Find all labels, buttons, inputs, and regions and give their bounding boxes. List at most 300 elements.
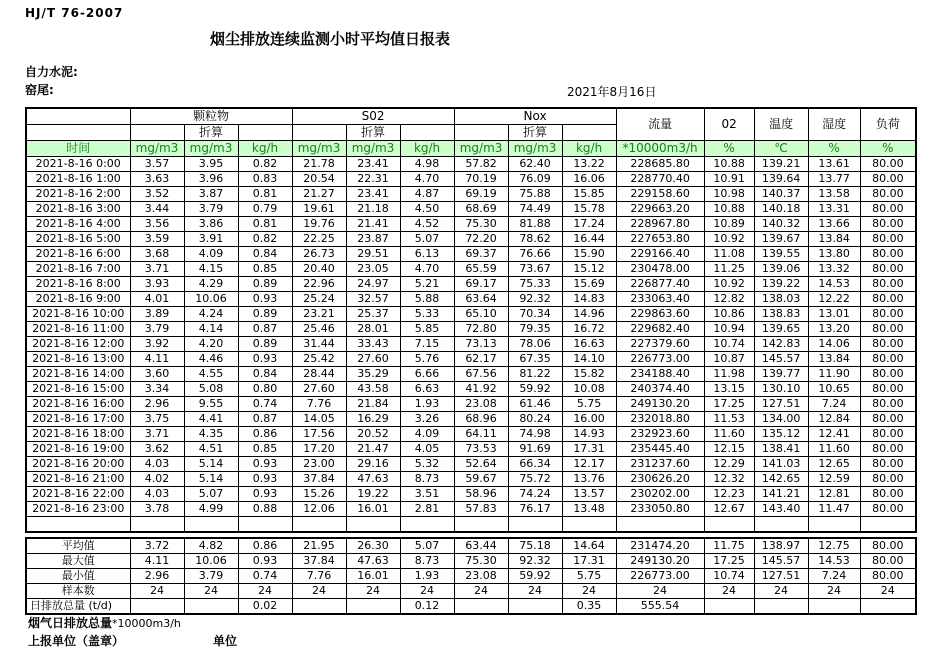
summary-value-cell: 17.31 (562, 554, 616, 569)
hour-row (26, 442, 916, 457)
summary-label: 样本数 (26, 584, 130, 599)
value-cell: 14.93 (562, 427, 616, 442)
value-cell: 13.80 (808, 247, 860, 262)
value-cell: 0.82 (238, 157, 292, 172)
summary-value-cell: 75.18 (508, 538, 562, 554)
value-cell: 227653.80 (616, 232, 704, 247)
summary-value-cell: 127.51 (754, 569, 808, 584)
value-cell: 139.22 (754, 277, 808, 292)
group-header-row (26, 108, 916, 125)
summary-value-cell: 4.11 (130, 554, 184, 569)
value-cell: 5.88 (400, 292, 454, 307)
value-cell: 23.05 (346, 262, 400, 277)
summary-value-cell: 92.32 (508, 554, 562, 569)
value-cell: 4.11 (130, 352, 184, 367)
value-cell: 0.89 (238, 337, 292, 352)
summary-value-cell: 11.75 (704, 538, 754, 554)
summary-value-cell: 80.00 (860, 554, 916, 569)
summary-value-cell: 80.00 (860, 538, 916, 554)
value-cell: 12.59 (808, 472, 860, 487)
empty-cell (130, 517, 184, 533)
empty-cell (616, 517, 704, 533)
value-cell: 80.24 (508, 412, 562, 427)
value-cell: 5.33 (400, 307, 454, 322)
corner-cell-2 (26, 125, 130, 141)
summary-value-cell (754, 599, 808, 615)
summary-value-cell: 24 (238, 584, 292, 599)
value-cell: 229158.60 (616, 187, 704, 202)
summary-label: 最大值 (26, 554, 130, 569)
time-cell: 2021-8-16 11:00 (26, 322, 130, 337)
summary-value-cell: 5.07 (400, 538, 454, 554)
hour-row (26, 202, 916, 217)
value-cell: 17.20 (292, 442, 346, 457)
value-cell: 227379.60 (616, 337, 704, 352)
empty-cell (400, 517, 454, 533)
value-cell: 12.06 (292, 502, 346, 517)
value-cell: 4.87 (400, 187, 454, 202)
value-cell: 230626.20 (616, 472, 704, 487)
company-label: 自力水泥: (25, 65, 78, 79)
value-cell: 62.40 (508, 157, 562, 172)
value-cell: 139.64 (754, 172, 808, 187)
value-cell: 15.69 (562, 277, 616, 292)
value-cell: 12.15 (704, 442, 754, 457)
value-cell: 0.87 (238, 412, 292, 427)
value-cell: 10.87 (704, 352, 754, 367)
page-title: 烟尘排放连续监测小时平均值日报表 (209, 30, 450, 48)
value-cell: 12.22 (808, 292, 860, 307)
value-cell: 13.31 (808, 202, 860, 217)
hour-row (26, 322, 916, 337)
hour-row (26, 277, 916, 292)
summary-value-cell: 14.53 (808, 554, 860, 569)
time-cell: 2021-8-16 6:00 (26, 247, 130, 262)
value-cell: 233063.40 (616, 292, 704, 307)
value-cell: 16.00 (562, 412, 616, 427)
value-cell: 69.17 (454, 277, 508, 292)
value-cell: 12.17 (562, 457, 616, 472)
value-cell: 75.33 (508, 277, 562, 292)
value-cell: 80.00 (860, 397, 916, 412)
empty-cell (184, 517, 238, 533)
summary-value-cell (808, 599, 860, 615)
value-cell: 5.07 (184, 487, 238, 502)
time-cell: 2021-8-16 2:00 (26, 187, 130, 202)
value-cell: 16.72 (562, 322, 616, 337)
value-cell: 0.89 (238, 277, 292, 292)
hour-row (26, 337, 916, 352)
summary-value-cell (454, 599, 508, 615)
hour-row (26, 487, 916, 502)
value-cell: 23.87 (346, 232, 400, 247)
nox-raw-header (454, 125, 508, 141)
value-cell: 11.98 (704, 367, 754, 382)
value-cell: 4.55 (184, 367, 238, 382)
value-cell: 226773.00 (616, 352, 704, 367)
value-cell: 32.57 (346, 292, 400, 307)
value-cell: 80.00 (860, 502, 916, 517)
summary-value-cell: 24 (130, 584, 184, 599)
value-cell: 5.85 (400, 322, 454, 337)
value-cell: 5.14 (184, 457, 238, 472)
summary-value-cell: 24 (454, 584, 508, 599)
value-cell: 69.19 (454, 187, 508, 202)
value-cell: 3.79 (130, 322, 184, 337)
value-cell: 81.22 (508, 367, 562, 382)
value-cell: 80.00 (860, 172, 916, 187)
value-cell: 13.77 (808, 172, 860, 187)
value-cell: 20.40 (292, 262, 346, 277)
value-cell: 61.46 (508, 397, 562, 412)
summary-value-cell: 138.97 (754, 538, 808, 554)
value-cell: 12.81 (808, 487, 860, 502)
value-cell: 10.91 (704, 172, 754, 187)
value-cell: 4.03 (130, 487, 184, 502)
hour-row (26, 457, 916, 472)
value-cell: 4.24 (184, 307, 238, 322)
time-cell: 2021-8-16 7:00 (26, 262, 130, 277)
value-cell: 79.35 (508, 322, 562, 337)
summary-value-cell: 24 (184, 584, 238, 599)
hour-row (26, 292, 916, 307)
value-cell: 139.77 (754, 367, 808, 382)
value-cell: 3.60 (130, 367, 184, 382)
value-cell: 0.80 (238, 382, 292, 397)
value-cell: 80.00 (860, 427, 916, 442)
value-cell: 2.81 (400, 502, 454, 517)
flow-unit: *10000m3/h (616, 141, 704, 157)
value-cell: 140.37 (754, 187, 808, 202)
value-cell: 10.89 (704, 217, 754, 232)
location-label: 窑尾: (25, 83, 54, 97)
value-cell: 81.88 (508, 217, 562, 232)
nox-group-header: Nox (454, 108, 616, 125)
value-cell: 80.00 (860, 262, 916, 277)
summary-row (26, 569, 916, 584)
value-cell: 3.52 (130, 187, 184, 202)
value-cell: 138.83 (754, 307, 808, 322)
summary-label: 日排放总量 (t/d) (26, 599, 130, 615)
value-cell: 7.24 (808, 397, 860, 412)
so2-kgh-header (400, 125, 454, 141)
value-cell: 10.65 (808, 382, 860, 397)
value-cell: 80.00 (860, 217, 916, 232)
pm-kg-unit: kg/h (238, 141, 292, 157)
empty-cell (508, 517, 562, 533)
value-cell: 13.48 (562, 502, 616, 517)
summary-row (26, 584, 916, 599)
time-cell: 2021-8-16 19:00 (26, 442, 130, 457)
value-cell: 4.41 (184, 412, 238, 427)
hour-row (26, 382, 916, 397)
summary-value-cell: 3.79 (184, 569, 238, 584)
value-cell: 22.31 (346, 172, 400, 187)
value-cell: 4.51 (184, 442, 238, 457)
value-cell: 229663.20 (616, 202, 704, 217)
value-cell: 75.72 (508, 472, 562, 487)
pm-mg-unit: mg/m3 (130, 141, 184, 157)
value-cell: 21.78 (292, 157, 346, 172)
summary-value-cell (130, 599, 184, 615)
time-cell: 2021-8-16 5:00 (26, 232, 130, 247)
value-cell: 2.96 (130, 397, 184, 412)
summary-row (26, 538, 916, 554)
value-cell: 59.92 (508, 382, 562, 397)
empty-cell (704, 517, 754, 533)
summary-row (26, 554, 916, 569)
value-cell: 12.29 (704, 457, 754, 472)
hour-row (26, 472, 916, 487)
value-cell: 4.99 (184, 502, 238, 517)
value-cell: 75.30 (454, 217, 508, 232)
units-row (26, 141, 916, 157)
value-cell: 11.90 (808, 367, 860, 382)
value-cell: 10.74 (704, 337, 754, 352)
value-cell: 4.01 (130, 292, 184, 307)
value-cell: 14.53 (808, 277, 860, 292)
hour-row (26, 262, 916, 277)
summary-value-cell: 23.08 (454, 569, 508, 584)
value-cell: 13.76 (562, 472, 616, 487)
time-cell: 2021-8-16 17:00 (26, 412, 130, 427)
summary-value-cell: 4.82 (184, 538, 238, 554)
value-cell: 10.94 (704, 322, 754, 337)
value-cell: 76.17 (508, 502, 562, 517)
value-cell: 23.08 (454, 397, 508, 412)
summary-value-cell: 7.76 (292, 569, 346, 584)
value-cell: 0.83 (238, 172, 292, 187)
value-cell: 78.62 (508, 232, 562, 247)
time-cell: 2021-8-16 9:00 (26, 292, 130, 307)
value-cell: 240374.40 (616, 382, 704, 397)
value-cell: 0.74 (238, 397, 292, 412)
summary-value-cell: 0.86 (238, 538, 292, 554)
value-cell: 138.03 (754, 292, 808, 307)
value-cell: 233050.80 (616, 502, 704, 517)
time-cell: 2021-8-16 14:00 (26, 367, 130, 382)
so2-converted-header: 折算 (346, 125, 400, 141)
value-cell: 13.58 (808, 187, 860, 202)
value-cell: 0.85 (238, 262, 292, 277)
empty-cell (754, 517, 808, 533)
summary-value-cell: 75.30 (454, 554, 508, 569)
summary-value-cell: 2.96 (130, 569, 184, 584)
value-cell: 3.86 (184, 217, 238, 232)
value-cell: 3.87 (184, 187, 238, 202)
summary-value-cell: 14.64 (562, 538, 616, 554)
value-cell: 139.65 (754, 322, 808, 337)
value-cell: 7.15 (400, 337, 454, 352)
value-cell: 0.85 (238, 442, 292, 457)
value-cell: 143.40 (754, 502, 808, 517)
summary-value-cell: 24 (860, 584, 916, 599)
summary-label: 最小值 (26, 569, 130, 584)
value-cell: 70.34 (508, 307, 562, 322)
value-cell: 57.82 (454, 157, 508, 172)
empty-cell (346, 517, 400, 533)
summary-value-cell: 226773.00 (616, 569, 704, 584)
value-cell: 15.90 (562, 247, 616, 262)
value-cell: 67.35 (508, 352, 562, 367)
value-cell: 80.00 (860, 412, 916, 427)
value-cell: 6.63 (400, 382, 454, 397)
summary-value-cell: 0.74 (238, 569, 292, 584)
value-cell: 64.11 (454, 427, 508, 442)
value-cell: 67.56 (454, 367, 508, 382)
value-cell: 3.75 (130, 412, 184, 427)
value-cell: 80.00 (860, 247, 916, 262)
empty-cell (454, 517, 508, 533)
time-cell: 2021-8-16 22:00 (26, 487, 130, 502)
value-cell: 10.92 (704, 277, 754, 292)
value-cell: 235445.40 (616, 442, 704, 457)
value-cell: 80.00 (860, 382, 916, 397)
summary-value-cell: 24 (292, 584, 346, 599)
value-cell: 80.00 (860, 352, 916, 367)
value-cell: 4.09 (184, 247, 238, 262)
value-cell: 62.17 (454, 352, 508, 367)
time-cell: 2021-8-16 18:00 (26, 427, 130, 442)
hour-row (26, 232, 916, 247)
value-cell: 3.34 (130, 382, 184, 397)
time-column-header: 时间 (26, 141, 130, 157)
value-cell: 0.93 (238, 487, 292, 502)
value-cell: 80.00 (860, 367, 916, 382)
value-cell: 12.67 (704, 502, 754, 517)
value-cell: 4.35 (184, 427, 238, 442)
nox-mg-unit: mg/m3 (454, 141, 508, 157)
report-unit-label: 上报单位（盖章） (28, 634, 125, 648)
value-cell: 21.84 (346, 397, 400, 412)
value-cell: 226877.40 (616, 277, 704, 292)
summary-value-cell: 59.92 (508, 569, 562, 584)
value-cell: 73.53 (454, 442, 508, 457)
value-cell: 80.00 (860, 457, 916, 472)
value-cell: 0.79 (238, 202, 292, 217)
value-cell: 15.82 (562, 367, 616, 382)
load-group-header: 负荷 (860, 108, 916, 141)
value-cell: 80.00 (860, 232, 916, 247)
value-cell: 25.37 (346, 307, 400, 322)
summary-value-cell (346, 599, 400, 615)
gas-total-unit: *10000m3/h (112, 617, 181, 630)
value-cell: 141.03 (754, 457, 808, 472)
value-cell: 23.21 (292, 307, 346, 322)
time-cell: 2021-8-16 13:00 (26, 352, 130, 367)
empty-cell (562, 517, 616, 533)
value-cell: 72.80 (454, 322, 508, 337)
value-cell: 43.58 (346, 382, 400, 397)
value-cell: 0.82 (238, 232, 292, 247)
summary-row (26, 599, 916, 615)
value-cell: 92.32 (508, 292, 562, 307)
report-tables (25, 107, 917, 615)
main-table-body (26, 157, 916, 533)
nox-kg-unit: kg/h (562, 141, 616, 157)
summary-value-cell: 24 (704, 584, 754, 599)
summary-table-body (26, 538, 916, 614)
value-cell: 33.43 (346, 337, 400, 352)
pm-converted-header: 折算 (184, 125, 238, 141)
value-cell: 17.24 (562, 217, 616, 232)
so2-raw-header (292, 125, 346, 141)
value-cell: 11.53 (704, 412, 754, 427)
value-cell: 47.63 (346, 472, 400, 487)
empty-cell (292, 517, 346, 533)
gas-total-line (28, 614, 181, 631)
so2-mg-unit: mg/m3 (292, 141, 346, 157)
value-cell: 10.92 (704, 232, 754, 247)
value-cell: 3.26 (400, 412, 454, 427)
value-cell: 13.32 (808, 262, 860, 277)
value-cell: 228770.40 (616, 172, 704, 187)
summary-value-cell: 7.24 (808, 569, 860, 584)
value-cell: 58.96 (454, 487, 508, 502)
value-cell: 23.41 (346, 187, 400, 202)
pm-kgh-header (238, 125, 292, 141)
o2-unit: % (704, 141, 754, 157)
value-cell: 29.51 (346, 247, 400, 262)
value-cell: 13.20 (808, 322, 860, 337)
value-cell: 20.54 (292, 172, 346, 187)
value-cell: 139.55 (754, 247, 808, 262)
value-cell: 4.70 (400, 172, 454, 187)
summary-value-cell: 1.93 (400, 569, 454, 584)
value-cell: 139.21 (754, 157, 808, 172)
summary-value-cell: 0.12 (400, 599, 454, 615)
value-cell: 73.67 (508, 262, 562, 277)
value-cell: 9.55 (184, 397, 238, 412)
value-cell: 28.44 (292, 367, 346, 382)
summary-value-cell: 555.54 (616, 599, 704, 615)
value-cell: 13.61 (808, 157, 860, 172)
value-cell: 3.71 (130, 427, 184, 442)
so2-kg-unit: kg/h (400, 141, 454, 157)
value-cell: 4.98 (400, 157, 454, 172)
summary-value-cell: 8.73 (400, 554, 454, 569)
summary-value-cell: 10.06 (184, 554, 238, 569)
value-cell: 37.84 (292, 472, 346, 487)
value-cell: 22.25 (292, 232, 346, 247)
value-cell: 74.49 (508, 202, 562, 217)
value-cell: 91.69 (508, 442, 562, 457)
value-cell: 10.08 (562, 382, 616, 397)
value-cell: 3.78 (130, 502, 184, 517)
value-cell: 19.61 (292, 202, 346, 217)
o2-group-header: 02 (704, 108, 754, 141)
time-cell: 2021-8-16 23:00 (26, 502, 130, 517)
value-cell: 14.06 (808, 337, 860, 352)
value-cell: 78.06 (508, 337, 562, 352)
value-cell: 4.02 (130, 472, 184, 487)
value-cell: 16.63 (562, 337, 616, 352)
value-cell: 16.01 (346, 502, 400, 517)
hour-row (26, 502, 916, 517)
value-cell: 5.75 (562, 397, 616, 412)
summary-value-cell (508, 599, 562, 615)
value-cell: 3.91 (184, 232, 238, 247)
value-cell: 3.92 (130, 337, 184, 352)
summary-value-cell: 24 (508, 584, 562, 599)
value-cell: 80.00 (860, 307, 916, 322)
value-cell: 12.32 (704, 472, 754, 487)
value-cell: 229166.40 (616, 247, 704, 262)
summary-value-cell: 10.74 (704, 569, 754, 584)
value-cell: 11.60 (704, 427, 754, 442)
summary-value-cell: 16.01 (346, 569, 400, 584)
value-cell: 3.51 (400, 487, 454, 502)
